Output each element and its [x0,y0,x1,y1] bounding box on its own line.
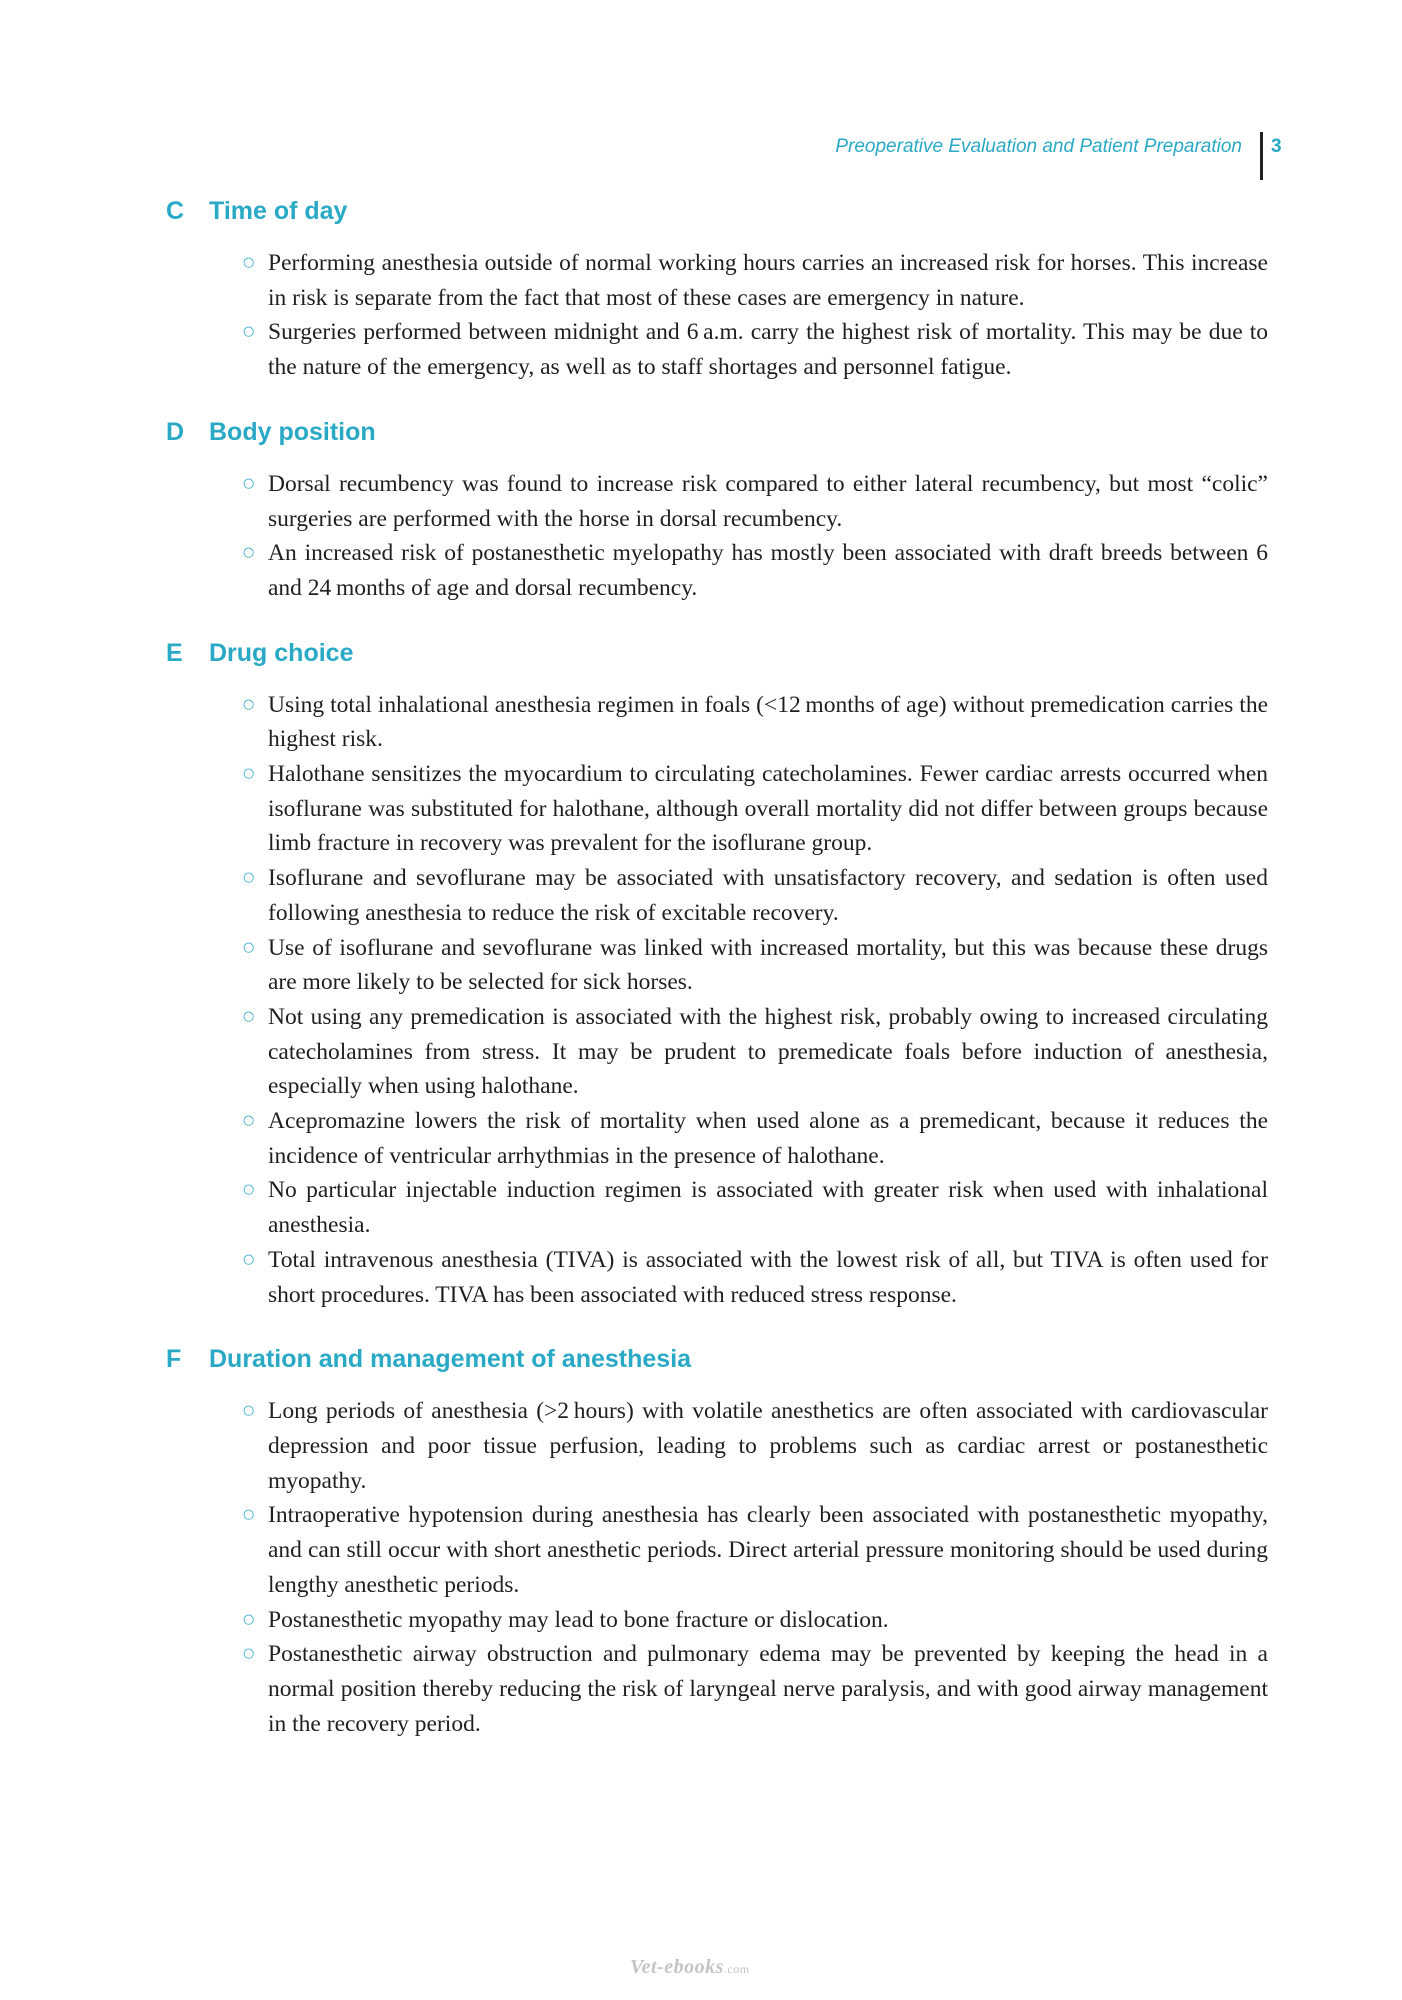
section-drug-choice [0,635,1402,1313]
list-item-text: Long periods of anesthesia (>2 hours) with volatile anesthetics are often associated with cardiovascular depression and poor tissue perfusion, leading to problems such as cardiac arrest or postanesthetic myopathy. [268,1398,1268,1494]
circle-bullet-icon: ○ [243,1611,255,1627]
circle-bullet-icon: ○ [243,1403,255,1419]
list-item [243,1394,1268,1498]
list-item [243,467,1268,536]
circle-bullet-icon: ○ [243,1113,255,1129]
bullet-list [0,1394,1402,1741]
circle-bullet-icon: ○ [243,324,255,340]
list-item-text: Intraoperative hypotension during anesthesia has clearly been associated with postanesthetic myopathy, and can still occur with short anesthetic periods. Direct arterial pressure monitoring should be used during lengthy anesthetic periods. [268,1502,1268,1598]
list-item [243,688,1268,757]
bullet-list [0,688,1402,1313]
running-head-title: Preoperative Evaluation and Patient Preparation [835,136,1242,157]
list-item [243,931,1268,1000]
list-item-text: Surgeries performed between midnight and 6 a.m. carry the highest risk of mortality. This may be due to the nature of the emergency, as well as to staff shortages and personnel fatigue. [268,319,1268,381]
list-item-text: Dorsal recumbency was found to increase risk compared to either lateral recumbency, but most “colic” surgeries are performed with the horse in dorsal recumbency. [268,470,1268,532]
section-title: Duration and management of anesthesia [209,1345,692,1374]
section-heading [0,635,1402,675]
section-title: Time of day [209,197,348,225]
list-item-text: Total intravenous anesthesia (TIVA) is associated with the lowest risk of all, but TIVA is often used for short procedures. TIVA has been associated with reduced stress response. [268,1246,1268,1308]
section-heading [0,1341,1402,1381]
circle-bullet-icon: ○ [243,1646,255,1662]
watermark-text: Vet-ebooks [630,1956,724,1978]
circle-bullet-icon: ○ [243,870,255,886]
list-item-text: Using total inhalational anesthesia regimen in foals (<12 months of age) without premedication carries the highest risk. [268,691,1268,753]
list-item [243,246,1268,315]
section-title: Drug choice [209,638,354,667]
watermark-domain: .com [723,1962,750,1976]
section-time-of-day [0,193,1402,385]
section-letter: E [166,638,183,667]
list-item [243,1498,1268,1602]
section-letter: F [166,1345,182,1374]
circle-bullet-icon: ○ [243,1507,255,1523]
list-item [243,1603,1268,1638]
circle-bullet-icon: ○ [243,696,255,712]
section-heading [0,414,1402,454]
circle-bullet-icon: ○ [243,255,255,270]
section-letter: D [166,417,185,446]
list-item-text: Isoflurane and sevoflurane may be associated with unsatisfactory recovery, and sedation is often used following anesthesia to reduce the risk of excitable recovery. [268,865,1268,926]
list-item [243,536,1268,605]
list-item [243,861,1268,930]
circle-bullet-icon: ○ [243,1251,255,1267]
page-number: 3 [1271,136,1282,157]
list-item-text: Halothane sensitizes the myocardium to circulating catecholamines. Fewer cardiac arrests occurred when isoflurane was substituted for halothane, although overall mortality did not differ between groups because limb fracture in recovery was prevalent for the isoflurane group. [268,761,1268,857]
watermark-logo [630,1956,750,1979]
list-item [243,1637,1268,1741]
circle-bullet-icon: ○ [243,1182,255,1198]
list-item [243,1173,1268,1242]
list-item [243,757,1268,861]
section-letter: C [166,197,185,225]
section-title: Body position [209,417,376,446]
circle-bullet-icon: ○ [243,1008,255,1024]
list-item [243,1243,1268,1312]
list-item-text: Not using any premedication is associated with the highest risk, probably owing to increased circulating catecholamines from stress. It may be prudent to premedicate foals before induction of anesthesia, especially when using halothane. [268,1003,1268,1100]
page-body [0,193,1402,1770]
section-heading [0,193,1402,233]
list-item-text: Performing anesthesia outside of normal working hours carries an increased risk for horses. This increase in risk is separate from the fact that most of these cases are emergency in nature. [268,250,1268,311]
circle-bullet-icon: ○ [243,475,255,491]
list-item-text: Postanesthetic airway obstruction and pulmonary edema may be prevented by keeping the head in a normal position thereby reducing the risk of laryngeal nerve paralysis, and with good airway management in the recovery period. [268,1641,1268,1737]
bullet-list [0,246,1402,385]
circle-bullet-icon: ○ [243,766,255,782]
section-duration-management [0,1341,1402,1741]
bullet-list [0,467,1402,606]
list-item [243,1104,1268,1173]
list-item-text: Acepromazine lowers the risk of mortality when used alone as a premedicant, because it reduces the incidence of ventricular arrhythmias in the presence of halothane. [268,1108,1268,1169]
list-item [243,315,1268,384]
header-rule [1260,132,1263,180]
circle-bullet-icon: ○ [243,545,255,561]
list-item-text: An increased risk of postanesthetic myelopathy has mostly been associated with draft breeds between 6 and 24 months of age and dorsal recumbency. [268,540,1268,601]
list-item-text: Use of isoflurane and sevoflurane was linked with increased mortality, but this was because these drugs are more likely to be selected for sick horses. [268,934,1268,996]
list-item-text: Postanesthetic myopathy may lead to bone fracture or dislocation. [268,1606,889,1633]
section-body-position [0,414,1402,606]
list-item-text: No particular injectable induction regimen is associated with greater risk when used with inhalational anesthesia. [268,1177,1268,1239]
list-item [243,1000,1268,1104]
circle-bullet-icon: ○ [243,939,255,955]
